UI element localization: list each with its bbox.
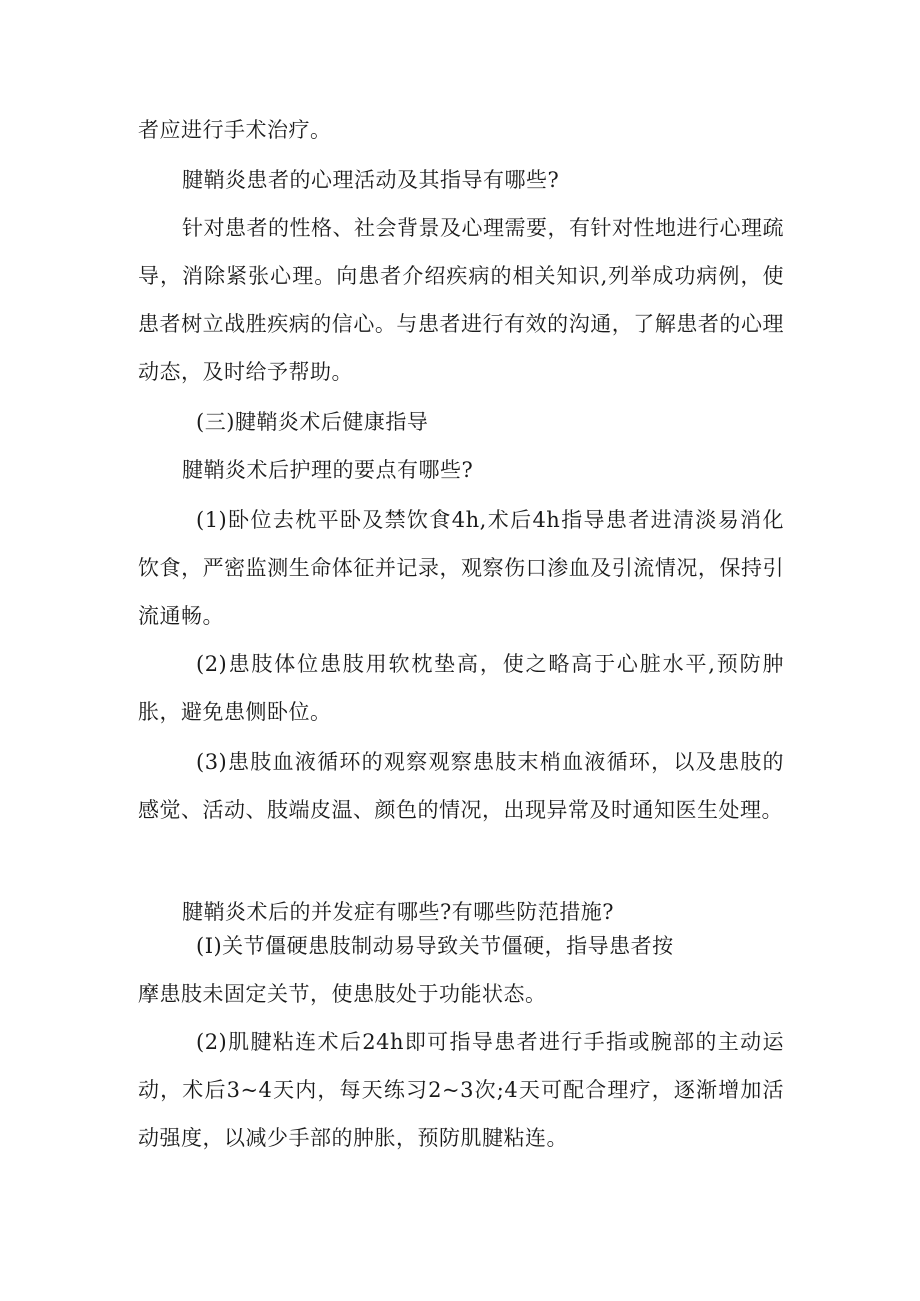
paragraph-care-item-1: (1)卧位去枕平卧及禁饮食4h,术后4h指导患者进清淡易消化饮食，严密监测生命体征并记录，观察伤口渗血及引流情况，保持引流通畅。 [138, 508, 784, 628]
question-complications: 腱鞘炎术后的并发症有哪些?有哪些防范措施? [182, 900, 615, 924]
paragraph-complication-1-line1: (I)关节僵硬患肢制动易导致关节僵硬，指导患者按 [196, 934, 674, 958]
paragraph-complication-1-line2: 摩患肢未固定关节，使患肢处于功能状态。 [138, 982, 547, 1006]
section-heading-postop: (三)腱鞘炎术后健康指导 [196, 410, 429, 434]
paragraph-care-item-2: (2)患肢体位患肢用软枕垫高，使之略高于心脏水平,预防肿胀，避免患侧卧位。 [138, 652, 784, 724]
paragraph-psychology-guidance: 针对患者的性格、社会背景及心理需要，有针对性地进行心理疏导，消除紧张心理。向患者介绍疾病的相关知识,列举成功病例，使患者树立战胜疾病的信心。与患者进行有效的沟通，了解患者的心理动态，及时给予帮助。 [138, 216, 784, 384]
question-psychology: 腱鞘炎患者的心理活动及其指导有哪些? [182, 168, 560, 192]
paragraph-care-item-3: (3)患肢血液循环的观察观察患肢末梢血液循环，以及患肢的感觉、活动、肢端皮温、颜色的情况，出现异常及时通知医生处理。 [138, 750, 784, 822]
paragraph-surgery-conclusion: 者应进行手术治疗。 [138, 118, 332, 142]
paragraph-complication-2: (2)肌腱粘连术后24h即可指导患者进行手指或腕部的主动运动，术后3~4天内，每天练习2~3次;4天可配合理疗，逐渐增加活动强度，以减少手部的肿胀，预防肌腱粘连。 [138, 1030, 784, 1150]
question-postop-care: 腱鞘炎术后护理的要点有哪些? [182, 458, 474, 482]
